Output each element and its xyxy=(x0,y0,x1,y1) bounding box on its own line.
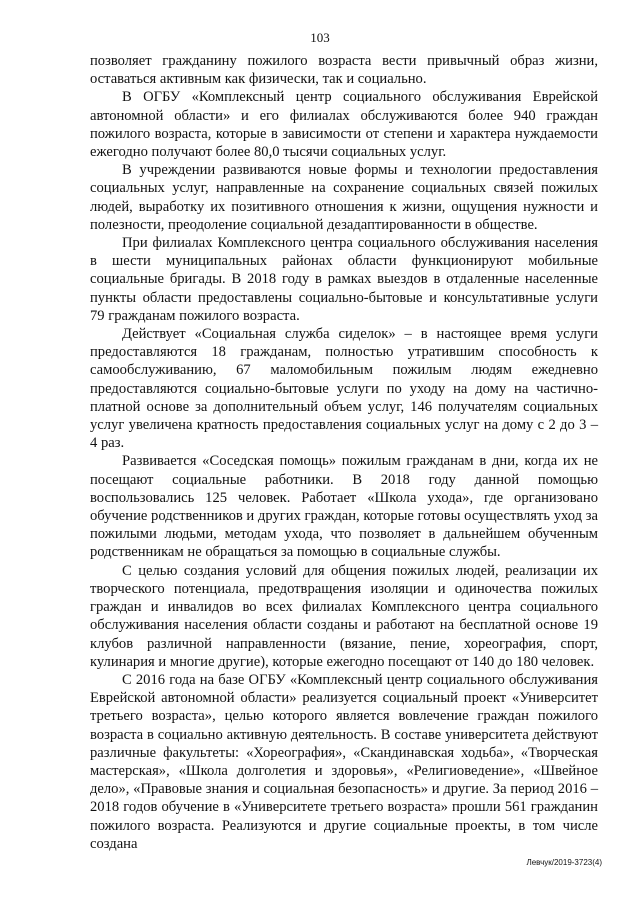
page-number: 103 xyxy=(310,30,330,45)
paragraph-continuation: позволяет гражданину пожилого возраста вести привычный образ жизни, оставаться активным как физически, так и социально. xyxy=(90,53,598,88)
footer-code: Левчук/2019-3723(4) xyxy=(526,858,602,867)
paragraph-new-forms: В учреждении развиваются новые формы и технологии предоставления социальных услуг, направленные на сохранение социальных связей пожилых людей, выработку их позитивного отношения к жизни, ощущения нужности и полезности, преодоление социальной дезадаптированности в обществе. xyxy=(90,162,598,233)
paragraph-caregivers-service: Действует «Социальная служба сиделок» – в настоящее время услуги предоставляются 18 гражданам, полностью утратившим способность к самообслуживанию, 67 маломобильным пожилым людям ежедневно предоставляются социально-бытовые услуги по уходу на дому на частично-платной основе за дополнительный объем услуг, 146 получателям социальных услуг увеличена кратность предоставления социальных услуг на дому с 2 до 3 – 4 раз. xyxy=(90,326,598,452)
paragraph-ogbu-center: В ОГБУ «Комплексный центр социального обслуживания Еврейской автономной области» и его филиалах обслуживаются более 940 граждан пожилого возраста, которые в зависимости от степени и характера нуждаемости ежегодно получают более 80,0 тысячи социальных услуг. xyxy=(90,89,598,161)
paragraph-university: С 2016 года на базе ОГБУ «Комплексный центр социального обслуживания Еврейской автономной области» реализуется социальный проект «Университет третьего возраста», целью которого является вовлечение граждан пожилого возраста в социально активную деятельность. В составе университета действуют различные факультеты: «Хореография», «Скандинавская ходьба», «Творческая мастерская», «Школа долголетия и здоровья», «Религиоведение», «Швейное дело», «Правовые знания и социальная безопасность» и другие. За период 2016 – 2018 годов обучение в «Университете третьего возраста» прошли 561 гражданин пожилого возраста. Реализуются и другие социальные проекты, в том числе создана xyxy=(90,671,598,852)
paragraph-mobile-brigades: При филиалах Комплексного центра социального обслуживания населения в шести муниципальных районах области функционируют мобильные социальные бригады. В 2018 году в рамках выездов в отдаленные населенные пункты области предоставлены социально-бытовые и консультативные услуги 79 гражданам пожилого возраста. xyxy=(90,235,598,324)
paragraph-clubs: С целью создания условий для общения пожилых людей, реализации их творческого потенциала, предотвращения изоляции и одиночества пожилых граждан и инвалидов во всех филиалах Комплексного центра социального обслуживания населения области созданы и работают на бесплатной основе 19 клубов различной направленности (вязание, пение, хореография, спорт, кулинария и многие другие), которые ежегодно посещают от 140 до 180 человек. xyxy=(90,562,598,670)
body-text xyxy=(90,52,598,853)
paragraph-neighbor-help: Развивается «Соседская помощь» пожилым гражданам в дни, когда их не посещают социальные работники. В 2018 году данной помощью воспользовались 125 человек. Работает «Школа ухода», где организовано обучение родственников и других граждан, которые готовы осуществлять уход за пожилыми людьми, методам ухода, что позволяет в дальнейшем обученным родственникам не обращаться за помощью в социальные службы. xyxy=(90,453,598,561)
